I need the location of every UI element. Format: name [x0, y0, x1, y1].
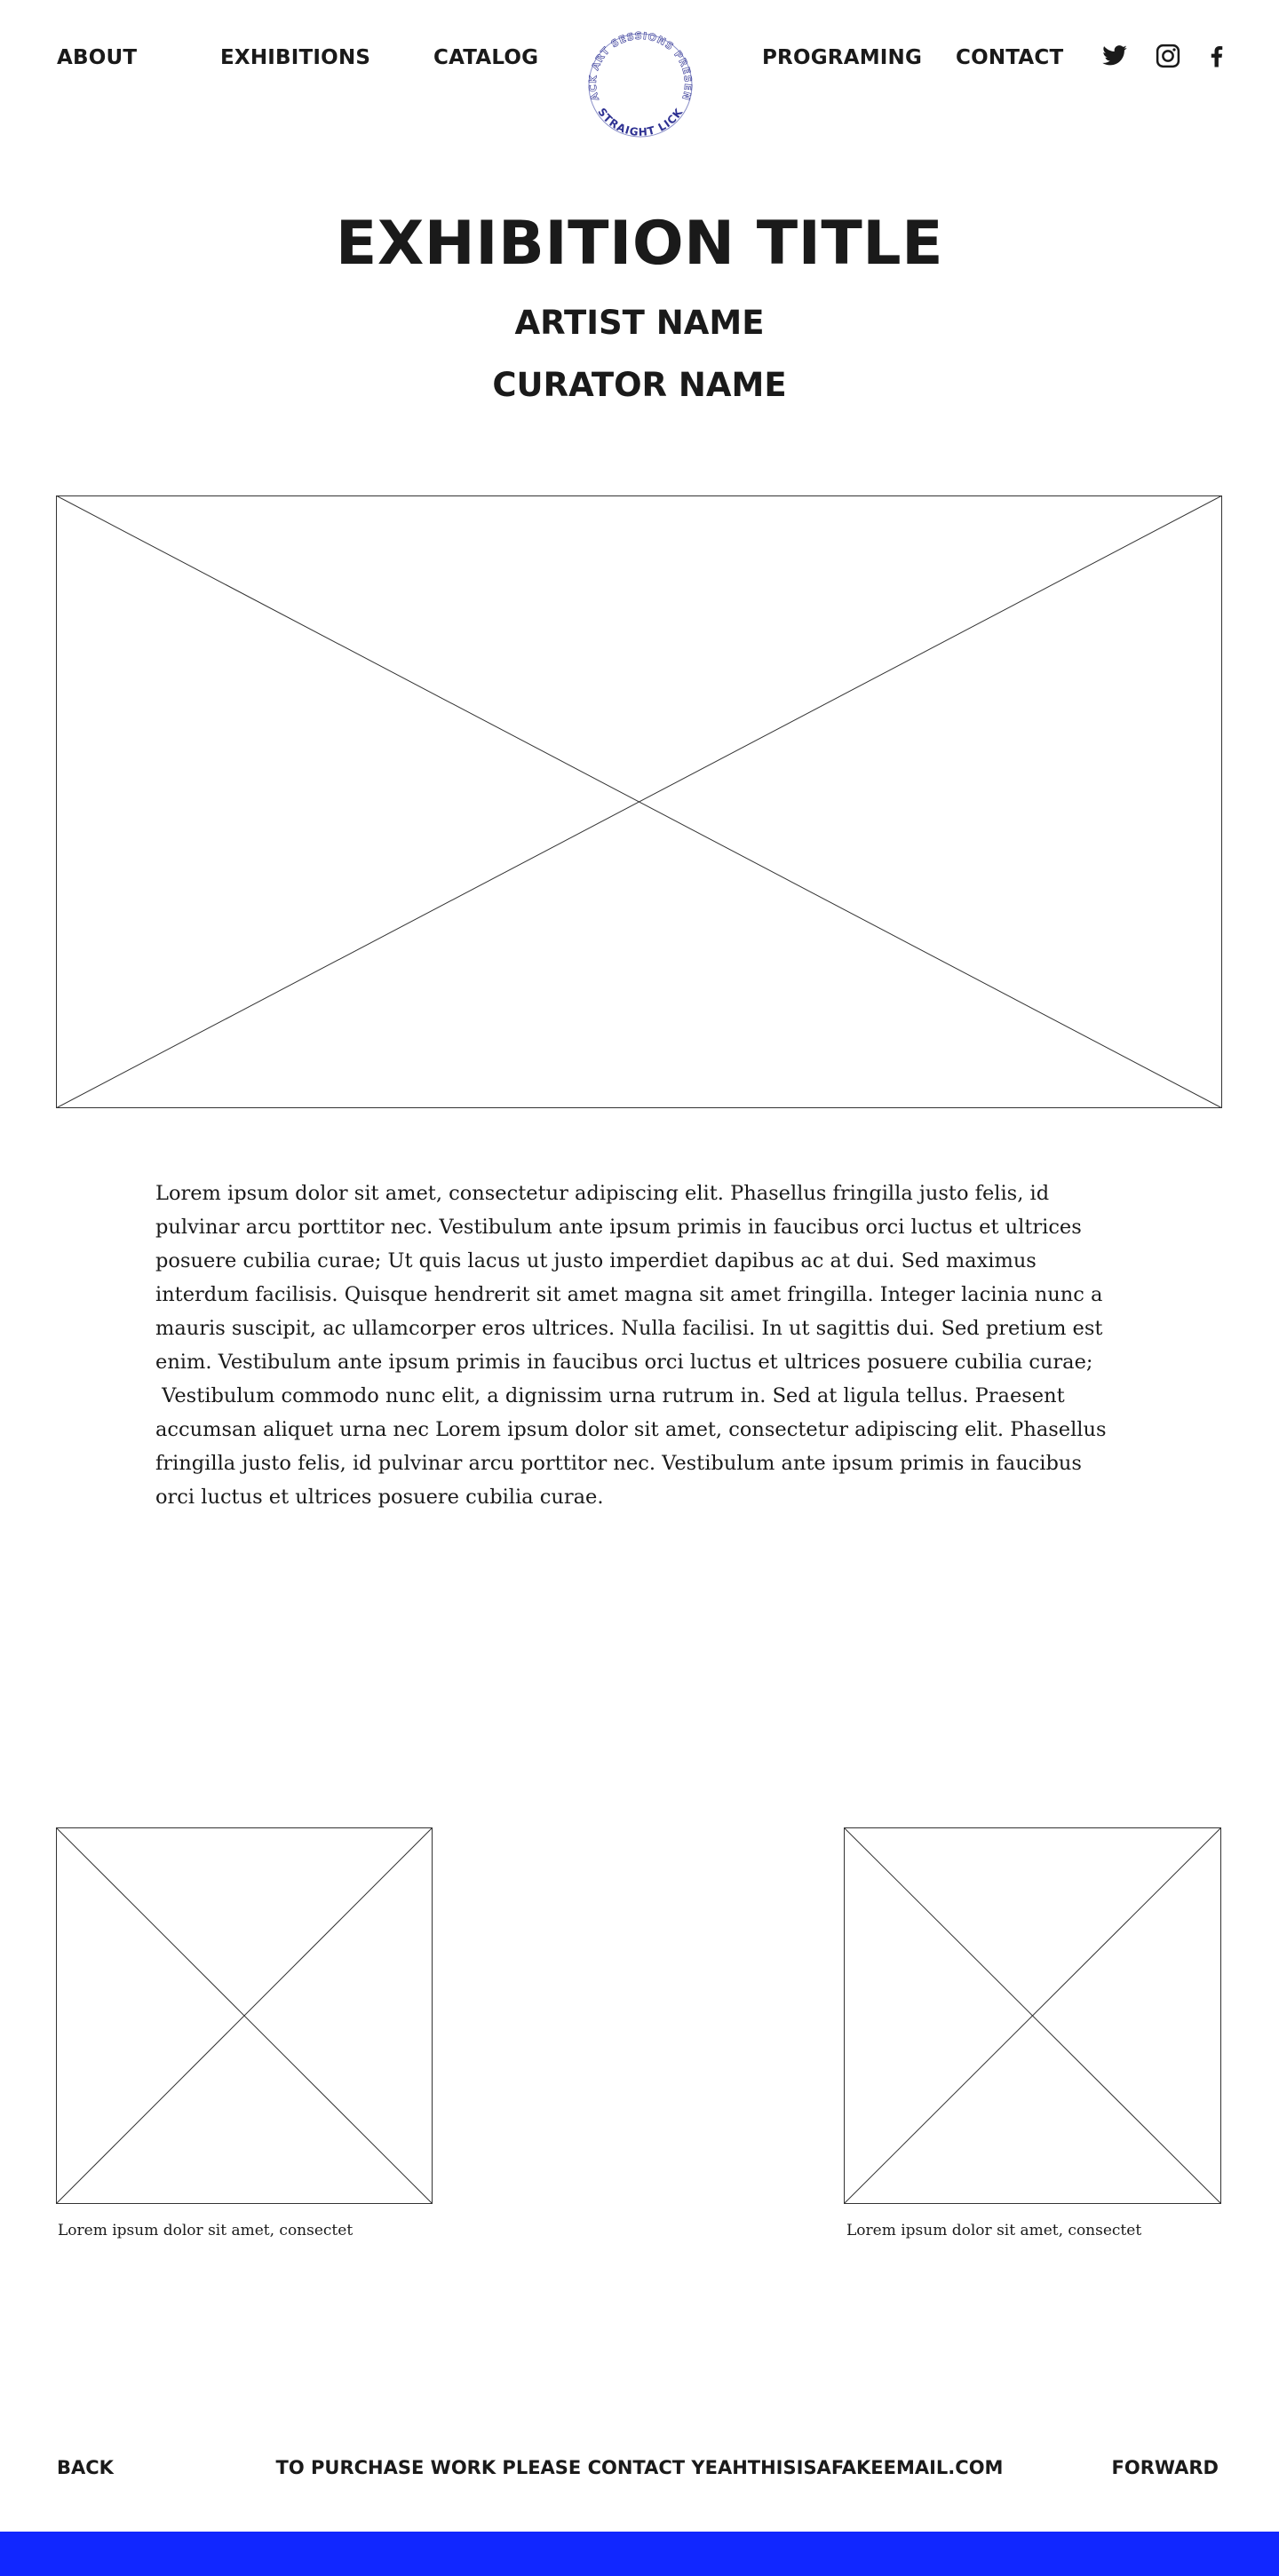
caption-right: Lorem ipsum dolor sit amet, consectet — [846, 2222, 1142, 2239]
svg-text:BLACK ART SESSIONS PRESENTS — [578, 23, 694, 102]
instagram-icon[interactable] — [1155, 43, 1181, 69]
hero-image-placeholder — [56, 495, 1222, 1108]
facebook-icon[interactable] — [1204, 43, 1230, 69]
description-paragraph-2: Vestibulum commodo nunc elit, a dignissim urna rutrum in. Sed at ligula tellus. Praesent accumsan aliquet urna nec Lorem ipsum dolor sit amet, consectetur adipiscing elit. Phasellus fringilla justo felis, id pulvinar arcu porttitor nec. Vestibulum ante ipsum primis in faucibus orci luctus et ultrices posuere cubilia curae. — [155, 1384, 1113, 1509]
logo-arc-bottom: STRAIGHT LICK — [595, 106, 686, 139]
exhibition-title: EXHIBITION TITLE — [335, 209, 944, 279]
description-paragraph-1: Lorem ipsum dolor sit amet, consectetur adipiscing elit. Phasellus fringilla justo felis, id pulvinar arcu porttitor nec. Vestibulum ante ipsum primis in faucibus orci luctus et ultrices posuere cubilia curae; Ut quis lacus ut justo imperdiet dapibus ac at dui. Sed maximus interdum facilisis. Quisque hendrerit sit amet magna sit amet fringilla. Integer lacinia nunc a mauris suscipit, ac ullamcorper eros ultrices. Nulla facilisi. In ut sagittis dui. Sed pretium est enim. Vestibulum ante ipsum primis in faucibus orci luctus et ultrices posuere cubilia curae; — [155, 1182, 1103, 1374]
svg-text:STRAIGHT LICK — [595, 106, 685, 139]
gallery-image-right — [844, 1827, 1221, 2204]
purchase-contact: TO PURCHASE WORK PLEASE CONTACT YEAHTHISISAFAKEEMAIL.COM — [275, 2457, 1004, 2478]
bottom-bar — [0, 2532, 1279, 2576]
gallery-image-left — [56, 1827, 433, 2204]
forward-link[interactable]: FORWARD — [1111, 2457, 1219, 2478]
twitter-icon[interactable] — [1101, 43, 1128, 69]
logo-arc-top: ACK ART SESSIONS PRESEN — [586, 29, 695, 103]
nav-about[interactable]: ABOUT — [57, 46, 138, 69]
exhibition-description — [155, 1177, 1124, 1514]
nav-contact[interactable]: CONTACT — [956, 46, 1064, 69]
nav-catalog[interactable]: CATALOG — [433, 46, 539, 69]
nav-exhibitions[interactable]: EXHIBITIONS — [220, 46, 371, 69]
back-link[interactable]: BACK — [57, 2457, 114, 2478]
logo[interactable] — [578, 23, 703, 147]
artist-name: ARTIST NAME — [514, 304, 765, 342]
curator-name: CURATOR NAME — [492, 366, 787, 404]
caption-left: Lorem ipsum dolor sit amet, consectet — [58, 2222, 354, 2239]
nav-programing[interactable]: PROGRAMING — [762, 46, 923, 69]
